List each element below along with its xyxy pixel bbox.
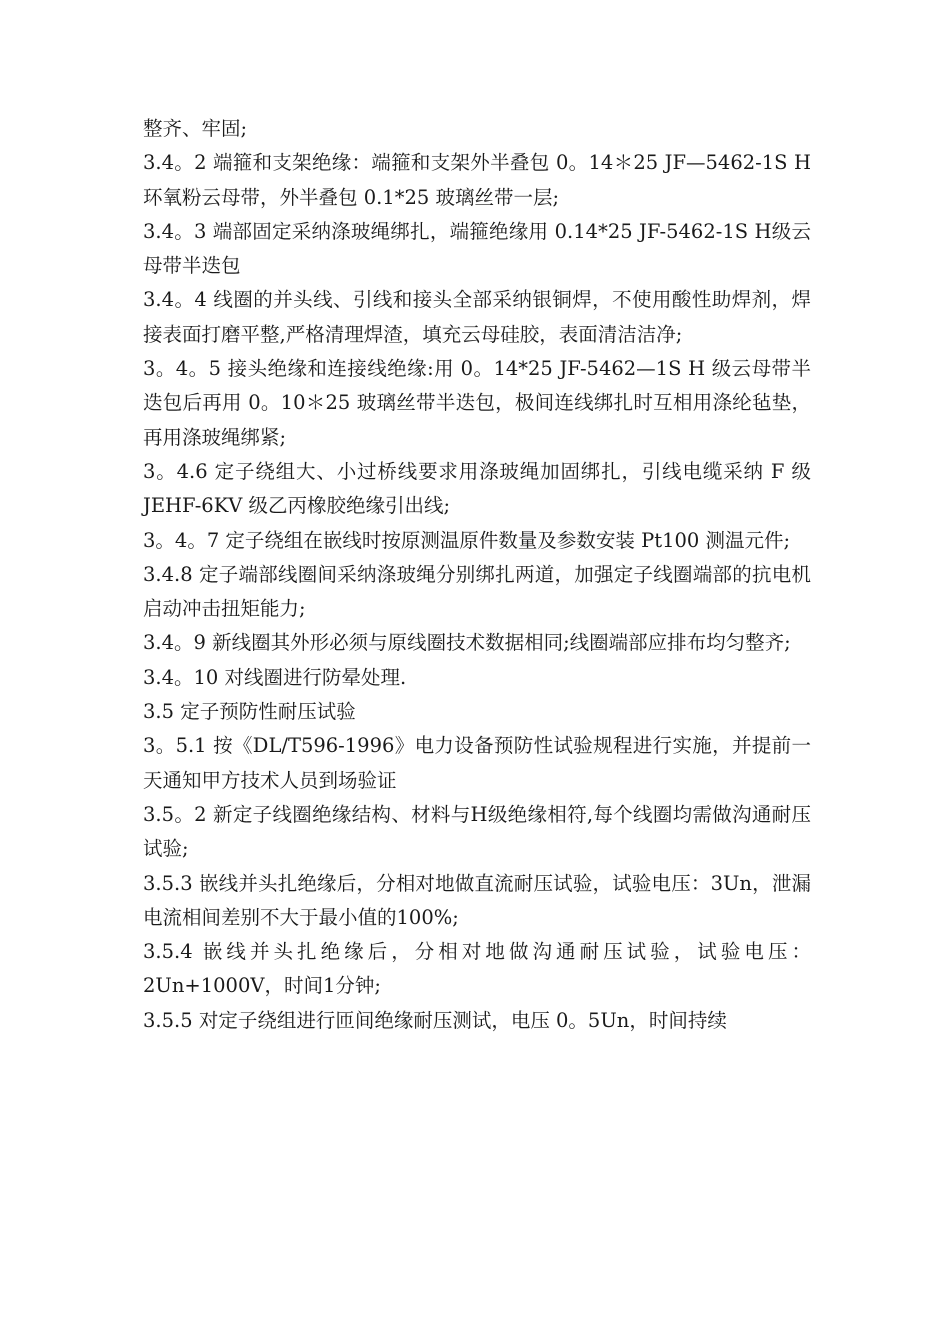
- paragraph: 3。5.1 按《DL/T596-1996》电力设备预防性试验规程进行实施，并提前一天通知甲方技术人员到场验证: [143, 734, 811, 792]
- section-heading: 3.5 定子预防性耐压试验: [143, 700, 356, 724]
- paragraph: 3.5.5 对定子绕组进行匝间绝缘耐压测试，电压 0。5Un，时间持续: [143, 1008, 727, 1032]
- paragraph: 3.4。2 端箍和支架绝缘：端箍和支架外半叠包 0。14＊25 JF—5462-1S H环氧粉云母带，外半叠包 0.1*25 玻璃丝带一层;: [143, 151, 811, 209]
- paragraph: 整齐、牢固;: [143, 117, 248, 140]
- paragraph: 3。4。7 定子绕组在嵌线时按原测温原件数量及参数安装 Pt100 测温元件;: [143, 528, 791, 552]
- paragraph: 3。4.6 定子绕组大、小过桥线要求用涤玻绳加固绑扎，引线电缆采纳 F 级 JEHF-6KV 级乙丙橡胶绝缘引出线;: [143, 459, 811, 518]
- paragraph: 3.5.3 嵌线并头扎绝缘后，分相对地做直流耐压试验，试验电压：3Un，泄漏电流相间差别不大于最小值的100%;: [143, 871, 811, 929]
- paragraph: 3.4。9 新线圈其外形必须与原线圈技术数据相同;线圈端部应排布均匀整齐;: [143, 631, 791, 655]
- paragraph: 3.5.4 嵌线并头扎绝缘后，分相对地做沟通耐压试验，试验电压：2Un+1000V，时间1分钟;: [143, 940, 811, 998]
- document-body: [143, 112, 811, 1038]
- paragraph: 3.5。2 新定子线圈绝缘结构、材料与H级绝缘相符,每个线圈均需做沟通耐压试验;: [143, 802, 811, 861]
- paragraph: 3.4。3 端部固定采纳涤玻绳绑扎，端箍绝缘用 0.14*25 JF-5462-1S H级云母带半迭包: [143, 219, 811, 278]
- paragraph: 3.4。4 线圈的并头线、引线和接头全部采纳银铜焊，不使用酸性助焊剂，焊接表面打磨平整,严格清理焊渣，填充云母硅胶，表面清洁洁净;: [143, 288, 811, 346]
- paragraph: 3.4.8 定子端部线圈间采纳涤玻绳分别绑扎两道，加强定子线圈端部的抗电机启动冲击扭矩能力;: [143, 562, 811, 621]
- paragraph: 3。4。5 接头绝缘和连接线绝缘:用 0。14*25 JF-5462—1S H 级云母带半迭包后再用 0。10＊25 玻璃丝带半迭包，极间连线绑扎时互相用涤纶毡垫，再用涤玻绳绑紧;: [143, 357, 811, 449]
- paragraph: 3.4。10 对线圈进行防晕处理.: [143, 665, 407, 689]
